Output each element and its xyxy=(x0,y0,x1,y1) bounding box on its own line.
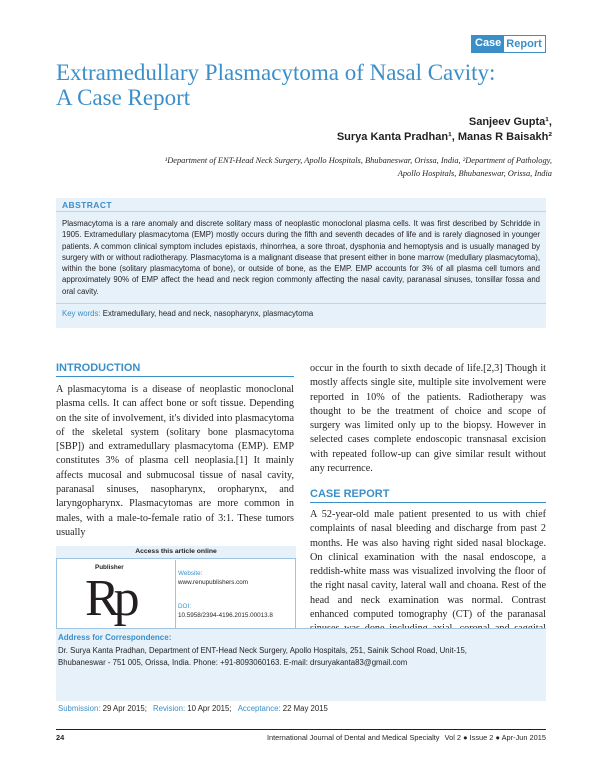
website-label: Website: xyxy=(178,570,203,577)
title-line-1: Extramedullary Plasmacytoma of Nasal Cavity: xyxy=(56,60,496,85)
introduction-rule xyxy=(56,376,294,377)
abstract-divider xyxy=(56,211,546,212)
bullet-icon: ● xyxy=(495,733,500,742)
keywords-label: Key words: xyxy=(62,309,101,318)
revision-label: Revision: xyxy=(153,704,186,713)
case-report-heading: CASE REPORT xyxy=(310,488,390,500)
article-title xyxy=(56,60,536,110)
doi-value[interactable]: 10.5958/2394-4196.2015.00013.8 xyxy=(178,612,273,619)
affiliations xyxy=(165,154,552,180)
journal-issue: Issue 2 xyxy=(469,733,494,742)
journal-name: International Journal of Dental and Medical Specialty xyxy=(266,733,440,742)
journal-footer xyxy=(267,733,546,742)
submission-label: Submission: xyxy=(58,704,101,713)
authors-line-1: Sanjeev Gupta¹, xyxy=(468,116,552,128)
article-type-badge xyxy=(471,35,549,53)
abstract-text: Plasmacytoma is a rare anomaly and discrete solitary mass of neoplastic monoclonal plasma cells. It was first described by Schridde in 1905. Extramedullary plasmacytoma (EMP) mostly occurs during the fifth and seventh decades of life and is rarely diagnosed in younger patients. A common clinical symptom includes epistaxis, rhinorrhea, a sore throat, dysphonia and hemoptysis and is usually managed by surgery with or without radiotherapy. Plasmacytoma is a malignant disease that present either in bone marrow (medullary plasmacytoma), within the bone (solitary plasmacytoma of bone), or outside of bone, as the EMP. EMP accounts for 3% of all plasma cell tumors and approximately 90% of EMP affect the head and neck region commonly affecting the nasal cavity, paranasal sinuses, tonsillar fossa and oral cavity. xyxy=(62,219,540,296)
badge-case: Case xyxy=(471,35,504,53)
badge-report: Report xyxy=(504,35,545,53)
journal-volume: Vol 2 xyxy=(444,733,461,742)
submission-date: 29 Apr 2015; xyxy=(102,704,147,713)
authors xyxy=(337,115,552,145)
keywords xyxy=(62,309,540,318)
authors-line-2: Surya Kanta Pradhan¹, Manas R Baisakh² xyxy=(336,131,552,143)
publisher-label: Publisher xyxy=(95,564,124,571)
abstract-divider-bottom xyxy=(56,303,546,304)
case-report-text: A 52-year-old male patient presented to us with chief complaints of nasal bleeding and discharge from past 2 months. He was also having right sided nasal blockage. On clinical examination with the nasal endoscope, a reddish-white mass was visualized involving the floor of the right nasal cavity, lateral wall and choana. Rest of the head and neck examination was normal. Contrast enhanced computed tomography (CT) of the paranasal xyxy=(310,509,546,621)
affiliation-line-2: Apollo Hospitals, Bhubaneswar, Orissa, India xyxy=(397,169,552,178)
affiliation-line-1: ¹Department of ENT-Head Neck Surgery, Apollo Hospitals, Bhubaneswar, Orissa, India, ²Department of Pathology, xyxy=(164,156,552,165)
doi-label: DOI: xyxy=(178,603,191,610)
title-line-2: A Case Report xyxy=(56,85,191,110)
introduction-heading: INTRODUCTION xyxy=(56,362,141,374)
access-title: Access this article online xyxy=(56,546,296,559)
article-dates xyxy=(58,704,328,713)
website-link[interactable]: www.renupublishers.com xyxy=(178,579,248,586)
revision-date: 10 Apr 2015; xyxy=(187,704,232,713)
correspondence-line-1: Dr. Surya Kanta Pradhan, Department of ENT-Head Neck Surgery, Apollo Hospitals, 251, Sainik School Road, Unit-15, xyxy=(58,646,467,655)
acceptance-date: 22 May 2015 xyxy=(282,704,328,713)
correspondence-heading: Address for Correspondence: xyxy=(58,633,172,642)
journal-period: Apr-Jun 2015 xyxy=(501,733,546,742)
correspondence-text xyxy=(58,645,528,668)
page-number: 24 xyxy=(56,733,65,742)
footer-rule xyxy=(56,729,546,730)
acceptance-label: Acceptance: xyxy=(237,704,281,713)
right-column-text: occur in the fourth to sixth decade of life.[2,3] Though it mostly affects single site, multiple site involvement were reported in 10% of the patients. Radiotherapy was thought to be the treatment of choice and scope of surgery was limited only up to the biopsy. However in selected cases complete endoscopic transnasal excision with repeated follow-up can give similar result without any recurrence. xyxy=(310,363,546,475)
keywords-text: Extramedullary, head and neck, nasopharynx, plasmacytoma xyxy=(102,309,314,318)
case-report-rule xyxy=(310,502,546,503)
bullet-icon: ● xyxy=(463,733,468,742)
abstract-heading: ABSTRACT xyxy=(62,200,112,210)
correspondence-line-2: Bhubaneswar - 751 005, Orissa, India. Phone: +91-8093060163. E-mail: drsuryakanta83@gmail.com xyxy=(58,657,408,667)
introduction-text: A plasmacytoma is a disease of neoplastic monoclonal plasma cells. It can affect bone or soft tissue. Depending on the site of involvement, it's divided into plasmacytoma of the skeletal system (solitary bone plasmacytoma [SBP]) and extramedullary plasmacytoma (EMP). EMP constitutes 3% of plasma cell neoplasia.[1] It mainly affects mucosal and submucosal tissue of nasal cavity, paranasal sinuses, nasopharynx, oropharynx, and laryngopharynx. Plasmacytomas are more common in males, with a male-to-female ratio of 3:1. These tumors usually xyxy=(56,384,294,538)
publisher-logo: Rp xyxy=(85,570,134,627)
